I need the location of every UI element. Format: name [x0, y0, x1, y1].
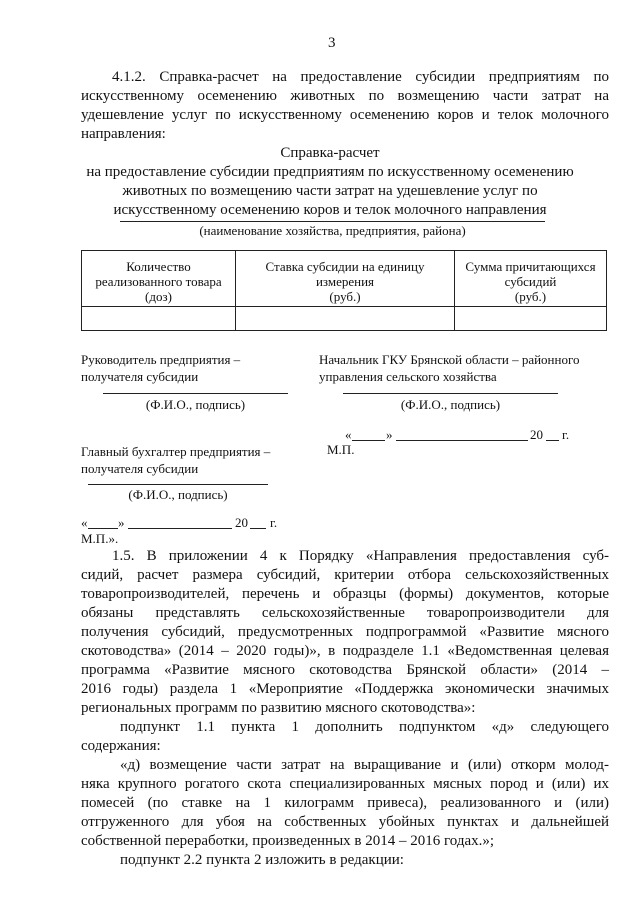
table-cell-quantity — [82, 307, 236, 331]
left-date-month-line — [128, 528, 232, 529]
right-date-month-line — [396, 440, 528, 441]
d-item-line-4: отгруженного для убоя на собственных убойных пунктах и дальнейшей — [81, 814, 609, 830]
p15-line-6: скотоводства» (2014 – 2020 годы)», в подразделе 1.1 «Ведомственная целевая — [81, 643, 609, 659]
table-header-amount: Сумма причитающихся субсидий (руб.) — [455, 251, 607, 307]
d-item-line-1: «д) возмещение части затрат на выращивание и (или) откорм молод- — [120, 757, 609, 773]
sub1-line-2: содержания: — [81, 738, 161, 754]
right-date-year-line — [546, 440, 559, 441]
left-date-year-line — [250, 528, 266, 529]
p15-line-5: получения субсидий, предусмотренных подпрограммой «Развитие мясного — [81, 624, 609, 640]
head-signature-line — [103, 393, 288, 394]
right-date-day-line — [352, 440, 385, 441]
table-cell-rate — [236, 307, 455, 331]
d-item-line-2: няка крупного рогатого скота специализированных мясных пород и (или) их — [81, 776, 609, 792]
left-date-g: г. — [270, 515, 278, 530]
right-date-year: 20 — [530, 427, 543, 442]
org-caption: (наименование хозяйства, предприятия, района) — [199, 223, 466, 238]
table-header-rate: Ставка субсидии на единицу измерения (руб.) — [236, 251, 455, 307]
left-date-quote-open: « — [81, 515, 88, 530]
sub2-line: подпункт 2.2 пункта 2 изложить в редакции: — [120, 852, 404, 868]
intro-line-3: удешевление услуг по искусственному осеменению коров и телок молочного — [81, 107, 609, 123]
accountant-signature-line — [88, 484, 268, 485]
left-date-day-line — [88, 528, 118, 529]
subsidy-table — [81, 250, 607, 331]
chief-label-line-2: управления сельского хозяйства — [319, 369, 497, 384]
left-mp: М.П.». — [81, 531, 119, 546]
accountant-fio-caption: (Ф.И.О., подпись) — [128, 487, 228, 502]
head-fio-caption: (Ф.И.О., подпись) — [145, 397, 246, 412]
accountant-label-line-1: Главный бухгалтер предприятия – — [81, 444, 271, 459]
intro-line-2: искусственному осеменению животных по возмещению части затрат на — [81, 88, 609, 104]
form-title-line-1: Справка-расчет — [280, 145, 380, 161]
head-label-line-1: Руководитель предприятия – — [81, 352, 241, 367]
left-date-year: 20 — [235, 515, 248, 530]
accountant-label-line-2: получателя субсидии — [81, 461, 199, 476]
head-label-line-2: получателя субсидии — [81, 369, 199, 384]
intro-line-4: направления: — [81, 126, 166, 142]
p15-line-3: товаропроизводителей, перечень и образцы (формы) документов, которые — [81, 586, 609, 602]
p15-line-8: 2016 годы) раздела 1 «Мероприятие «Поддержка экономически значимых — [81, 681, 609, 697]
p15-line-1: 1.5. В приложении 4 к Порядку «Направления предоставления суб- — [112, 548, 609, 564]
p15-line-4: обязаны представлять сельскохозяйственные товаропроизводители для — [81, 605, 609, 621]
d-item-line-3: помесей (по ставке на 1 килограмм привеса), реализованного и (или) — [81, 795, 609, 811]
table-header-quantity: Количество реализованного товара (доз) — [82, 251, 236, 307]
p15-line-7: программа «Развитие мясного скотоводства Брянской области» (2014 – — [81, 662, 609, 678]
sub1-line-1: подпункт 1.1 пункта 1 дополнить подпунктом «д» следующего — [120, 719, 609, 735]
chief-signature-line — [343, 393, 558, 394]
form-title-line-4: искусственному осеменению коров и телок молочного направления — [113, 202, 547, 218]
right-date-g: г. — [562, 427, 570, 442]
d-item-line-5: собственной переработки, произведенных в 2014 – 2016 годах.»; — [81, 833, 495, 849]
chief-label-line-1: Начальник ГКУ Брянской области – районного — [319, 352, 580, 367]
right-date-quote-open: « — [345, 427, 352, 442]
form-title-line-2: на предоставление субсидии предприятиям по искусственному осеменению — [86, 164, 574, 180]
p15-line-9: региональных программ по развитию мясного скотоводства»: — [81, 700, 476, 716]
left-date-quote-close: » — [118, 515, 125, 530]
table-cell-amount — [455, 307, 607, 331]
page-number: 3 — [328, 35, 336, 51]
right-mp: М.П. — [327, 442, 355, 457]
form-title-line-3: животных по возмещению части затрат на удешевление услуг по — [122, 183, 538, 199]
p15-line-2: сидий, расчет размера субсидий, критерии отбора сельскохозяйственных — [81, 567, 609, 583]
intro-line-1: 4.1.2. Справка-расчет на предоставление субсидии предприятиям по — [112, 69, 609, 85]
chief-fio-caption: (Ф.И.О., подпись) — [400, 397, 501, 412]
right-date-quote-close: » — [386, 427, 393, 442]
